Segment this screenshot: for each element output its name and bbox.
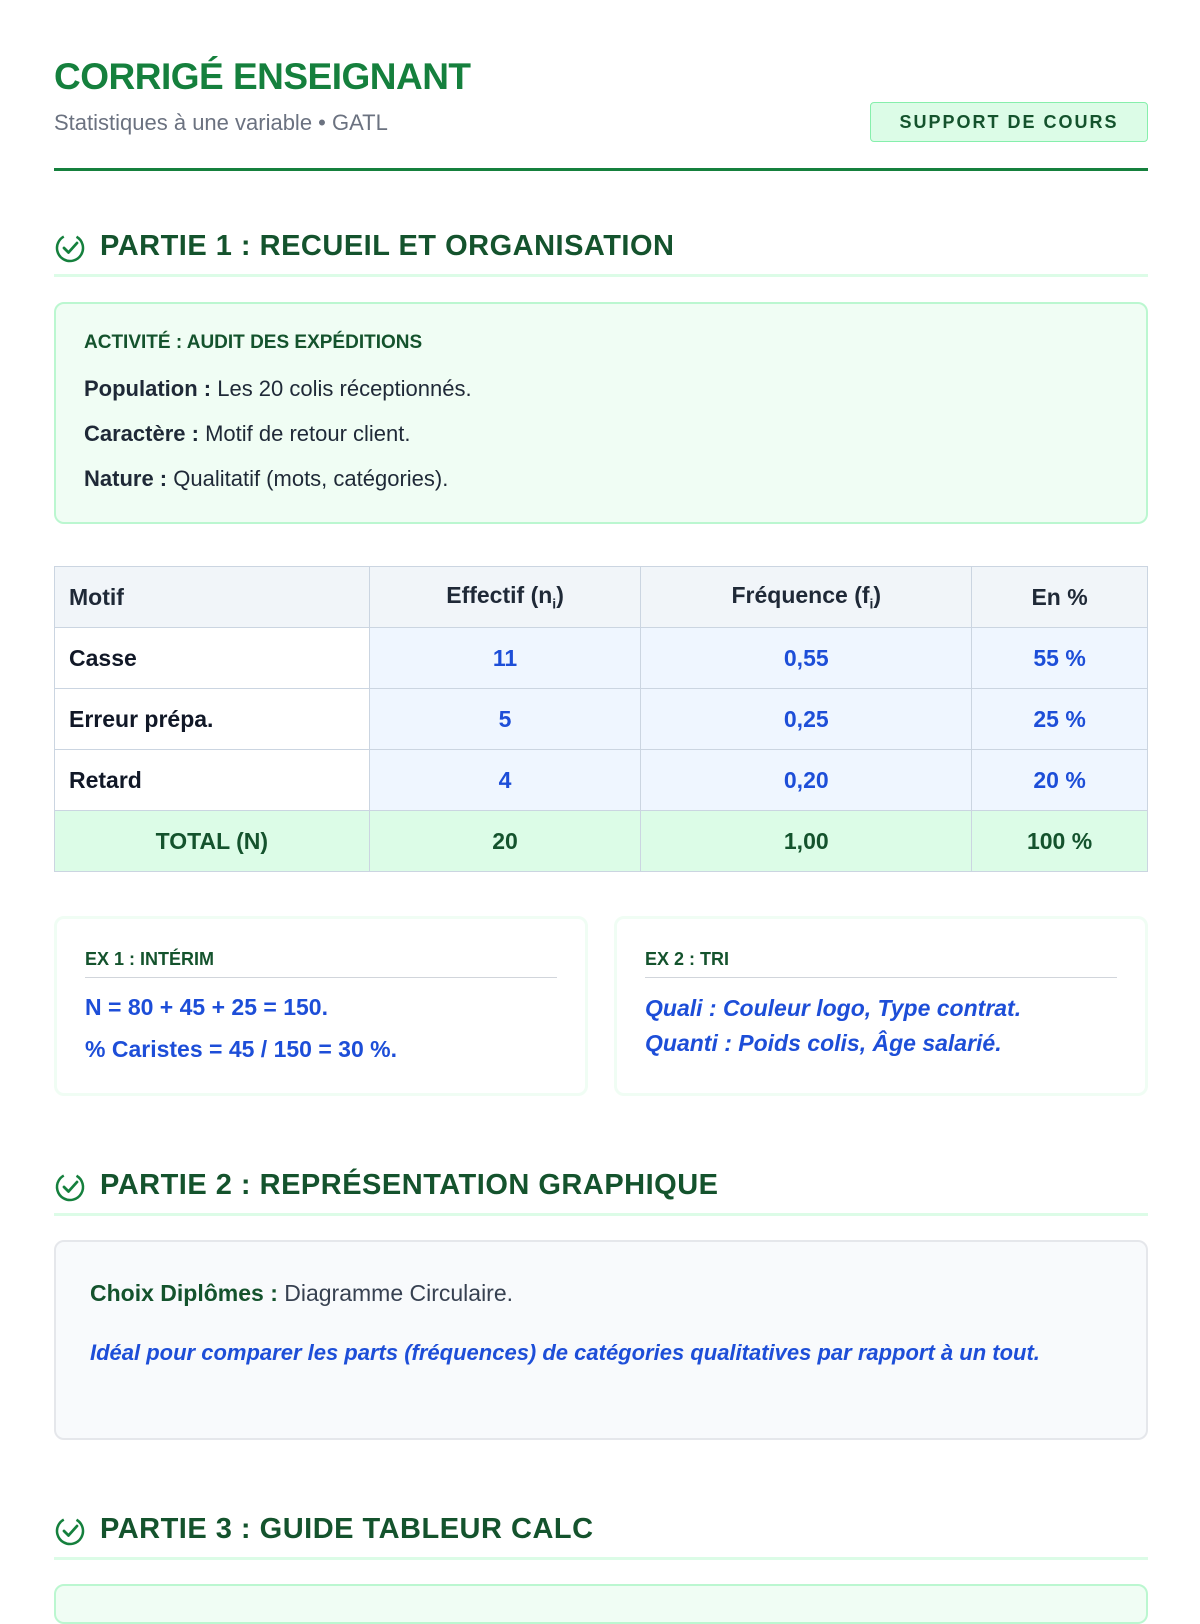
row-motif: Casse xyxy=(55,628,370,689)
population-label: Population : xyxy=(84,376,212,401)
row-effectif: 5 xyxy=(369,689,641,750)
activity-box xyxy=(54,302,1148,524)
document-title: CORRIGÉ ENSEIGNANT xyxy=(54,56,471,97)
total-frequence: 1,00 xyxy=(641,811,972,872)
part3-heading-label: PARTIE 3 : GUIDE TABLEUR CALC xyxy=(100,1513,594,1545)
check-circle-icon xyxy=(54,232,86,264)
row-percent: 55 % xyxy=(972,628,1148,689)
row-effectif: 11 xyxy=(369,628,641,689)
row-motif: Retard xyxy=(55,750,370,811)
total-label: TOTAL (N) xyxy=(55,811,370,872)
graph-choice-line xyxy=(90,1280,513,1307)
check-circle-icon xyxy=(54,1515,86,1547)
exercise-1-line-1: N = 80 + 45 + 25 = 150. xyxy=(85,994,328,1020)
caractere-label: Caractère : xyxy=(84,421,199,446)
header-percent: En % xyxy=(972,567,1148,628)
frequency-table xyxy=(54,566,1148,872)
table-row xyxy=(55,628,1148,689)
part2-heading-label: PARTIE 2 : REPRÉSENTATION GRAPHIQUE xyxy=(100,1169,719,1201)
part3-box xyxy=(54,1584,1148,1624)
part1-heading-label: PARTIE 1 : RECUEIL ET ORGANISATION xyxy=(100,230,675,262)
course-support-badge: SUPPORT DE COURS xyxy=(870,102,1148,142)
graph-choice-note: Idéal pour comparer les parts (fréquences) de catégories qualitatives par rapport à un tout. xyxy=(90,1340,1040,1365)
check-circle-icon xyxy=(54,1171,86,1203)
header-frequence: Fréquence $(f_i)$ xyxy=(641,567,972,628)
caractere-line xyxy=(84,421,411,447)
activity-title: ACTIVITÉ : AUDIT DES EXPÉDITIONS xyxy=(84,332,423,353)
document-header xyxy=(54,56,1148,171)
exercise-1-title: EX 1 : INTÉRIM xyxy=(85,949,557,978)
population-line xyxy=(84,376,472,402)
exercise-1-line-2: % Caristes = 45 / 150 = 30 %. xyxy=(85,1036,397,1062)
population-value: Les 20 colis réceptionnés. xyxy=(217,376,472,401)
graph-choice-label: Choix Diplômes : xyxy=(90,1280,278,1306)
part1-heading xyxy=(54,228,1148,277)
exercise-2-card xyxy=(614,916,1148,1096)
nature-value: Qualitatif (mots, catégories). xyxy=(173,466,449,491)
table-row xyxy=(55,689,1148,750)
row-frequence: 0,55 xyxy=(641,628,972,689)
row-percent: 25 % xyxy=(972,689,1148,750)
row-frequence: 0,20 xyxy=(641,750,972,811)
nature-label: Nature : xyxy=(84,466,168,491)
caractere-value: Motif de retour client. xyxy=(205,421,411,446)
nature-line xyxy=(84,466,448,492)
header-motif: Motif xyxy=(55,567,370,628)
exercise-1-card xyxy=(54,916,588,1096)
total-effectif: 20 xyxy=(369,811,641,872)
exercise-2-line-2: Quanti : Poids colis, Âge salarié. xyxy=(645,1030,1002,1056)
row-motif: Erreur prépa. xyxy=(55,689,370,750)
document-subtitle: Statistiques à une variable • GATL xyxy=(54,110,388,135)
graph-choice-box xyxy=(54,1240,1148,1440)
exercise-2-title: EX 2 : TRI xyxy=(645,949,1117,978)
exercise-2-line-1: Quali : Couleur logo, Type contrat. xyxy=(645,995,1022,1021)
table-total-row xyxy=(55,811,1148,872)
header-effectif: Effectif $(n_i)$ xyxy=(369,567,641,628)
row-frequence: 0,25 xyxy=(641,689,972,750)
table-header-row xyxy=(55,567,1148,628)
graph-choice-value: Diagramme Circulaire. xyxy=(284,1280,514,1306)
row-percent: 20 % xyxy=(972,750,1148,811)
row-effectif: 4 xyxy=(369,750,641,811)
table-row xyxy=(55,750,1148,811)
part2-heading xyxy=(54,1167,1148,1216)
total-percent: 100 % xyxy=(972,811,1148,872)
part3-heading xyxy=(54,1511,1148,1560)
